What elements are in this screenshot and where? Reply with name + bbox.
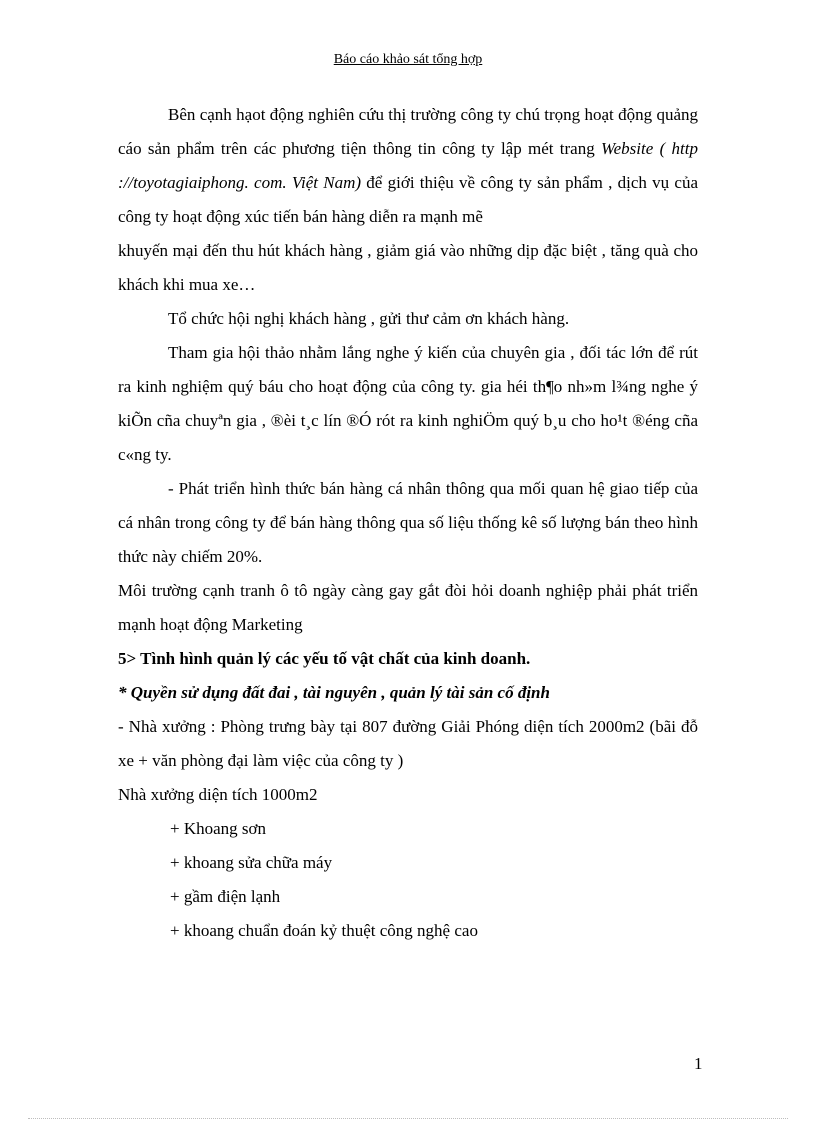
paragraph-advertising: [118, 98, 698, 234]
paragraph-competition: Môi trường cạnh tranh ô tô ngày càng gay gắt đòi hỏi doanh nghiệp phải phát triển mạnh hoạt động Marketing: [118, 581, 698, 634]
paragraph-customer-conference: Tổ chức hội nghị khách hàng , gửi thư cảm ơn khách hàng.: [168, 309, 570, 328]
page-number: 1: [694, 1054, 703, 1073]
document-body: [118, 98, 698, 948]
page-bottom-divider: [28, 1118, 788, 1119]
section-subheading: * Quyền sử dụng đất đai , tài nguyên , quản lý tài sản cố định: [118, 683, 550, 702]
list-item: + gầm điện lạnh: [170, 887, 281, 906]
paragraph-advertising-start: Bên cạnh hạot động nghiên cứu thị trường công ty chú trọng hoạt động quảng cáo sản phẩm trên các phương tiện thông tin công ty lập mét trang: [118, 105, 698, 158]
paragraph-advertising-end: để giới thiệu về công ty sản phẩm , dịch vụ của công ty hoạt động xúc tiến bán hàng diễn ra mạnh mẽ: [118, 173, 698, 226]
section-heading: 5> Tình hình quản lý các yếu tố vật chất của kinh doanh.: [118, 649, 531, 668]
page-header: [0, 52, 816, 68]
paragraph-workshop: Tham gia hội thảo nhằm lắng nghe ý kiến của chuyên gia , đối tác lớn để rút ra kinh nghiệm quý báu cho hoạt động của công ty. gia héi th¶o nh»m l¾ng nghe ý kiÕn cña chuyªn gia , ®èi t¸c lín ®Ó rót ra kinh nghiÖm quý b¸u cho ho¹t ®éng cña c«ng ty.: [118, 343, 698, 464]
list-item: + Khoang sơn: [170, 819, 267, 838]
paragraph-promotion: khuyến mại đến thu hút khách hàng , giảm giá vào những dịp đặc biệt , tăng quà cho khách khi mua xe…: [118, 241, 698, 294]
workshop-area: Nhà xưởng diện tích 1000m2: [118, 785, 318, 804]
paragraph-personal-sales: - Phát triển hình thức bán hàng cá nhân thông qua mối quan hệ giao tiếp của cá nhân trong công ty để bán hàng thông qua số liệu thống kê số lượng bán theo hình thức này chiếm 20%.: [118, 479, 698, 566]
website-reference: Website ( http ://toyotagiaiphong. com. Việt Nam): [118, 139, 698, 192]
list-item: + khoang sửa chữa máy: [170, 853, 333, 872]
report-title: Báo cáo khảo sát tổng hợp: [333, 52, 483, 67]
workshop-description: - Nhà xưởng : Phòng trưng bày tại 807 đường Giải Phóng diện tích 2000m2 (bãi đỗ xe + văn phòng đại làm việc của công ty ): [118, 717, 698, 770]
list-item: + khoang chuẩn đoán kỷ thuệt công nghệ cao: [170, 921, 478, 940]
